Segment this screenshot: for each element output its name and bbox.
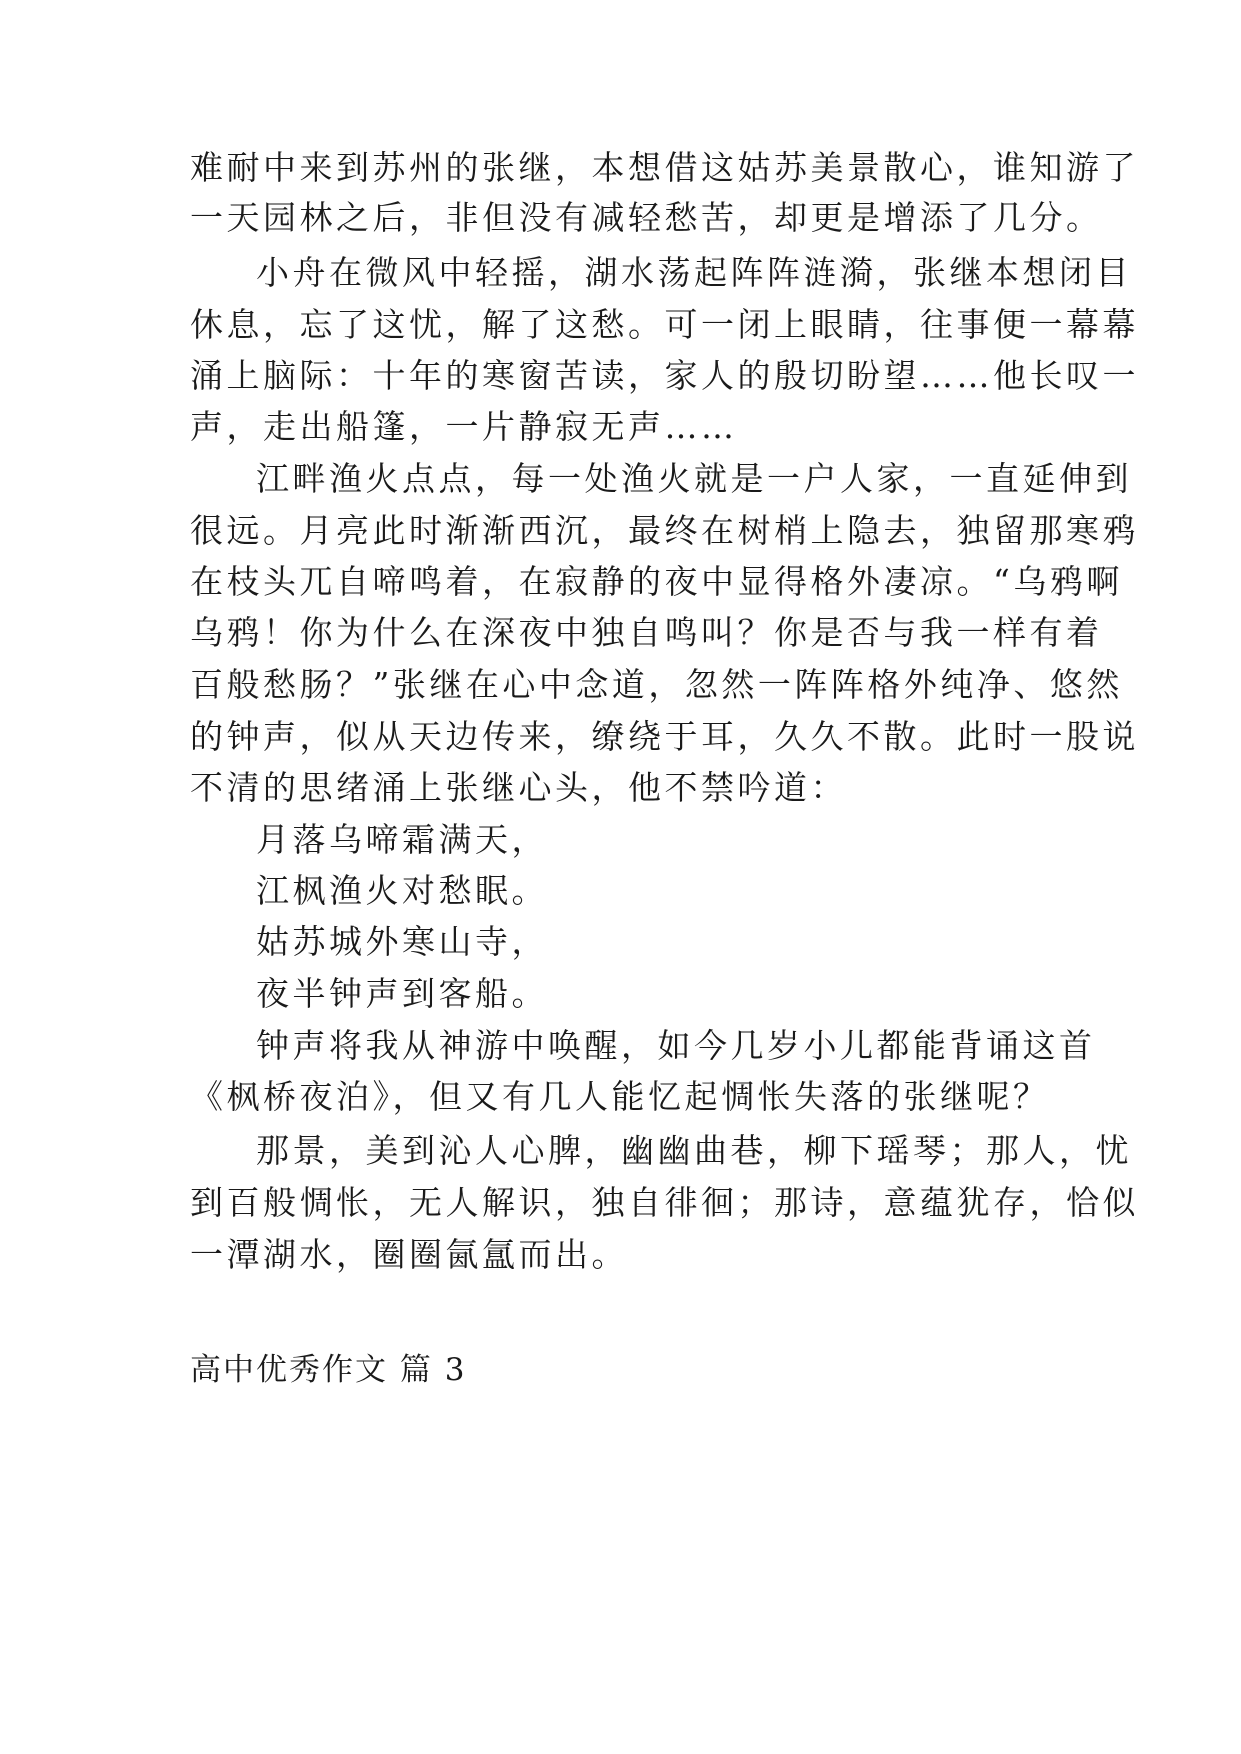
paragraph-line: 在枝头兀自啼鸣着，在寂静的夜中显得格外凄凉。“乌鸦啊: [190, 562, 1123, 601]
paragraph-line: 的钟声，似从天边传来，缭绕于耳，久久不散。此时一股说: [190, 717, 1139, 756]
paragraph-line: 到百般惆怅，无人解识，独自徘徊；那诗，意蕴犹存，恰似: [190, 1183, 1139, 1222]
paragraph-line: 那景，美到沁人心脾，幽幽曲巷，柳下瑶琴；那人，忧: [256, 1131, 1132, 1170]
paragraph-line: 声，走出船篷，一片静寂无声……: [190, 407, 738, 446]
paragraph-line: 小舟在微风中轻摇，湖水荡起阵阵涟漪，张继本想闭目: [256, 253, 1132, 292]
paragraph-line: 江畔渔火点点，每一处渔火就是一户人家，一直延伸到: [256, 459, 1132, 498]
poem-line: 夜半钟声到客船。: [256, 974, 548, 1013]
paragraph-line: 一天园林之后，非但没有减轻愁苦，却更是增添了几分。: [190, 198, 1103, 237]
paragraph-line: 休息，忘了这忧，解了这愁。可一闭上眼睛，往事便一幕幕: [190, 305, 1139, 344]
poem-line: 姑苏城外寒山寺，: [256, 922, 548, 961]
paragraph-line: 难耐中来到苏州的张继，本想借这姑苏美景散心，谁知游了: [190, 148, 1139, 187]
paragraph-line: 百般愁肠？”张继在心中念道，忽然一阵阵格外纯净、悠然: [190, 665, 1123, 704]
paragraph-line: 涌上脑际：十年的寒窗苦读，家人的殷切盼望……他长叹一: [190, 356, 1139, 395]
paragraph-line: 一潭湖水，圈圈氤氲而出。: [190, 1235, 628, 1274]
paragraph-line: 很远。月亮此时渐渐西沉，最终在树梢上隐去，独留那寒鸦: [190, 511, 1139, 550]
paragraph-line: 钟声将我从神游中唤醒，如今几岁小儿都能背诵这首: [256, 1026, 1096, 1065]
paragraph-line: 不清的思绪涌上张继心头，他不禁吟道：: [190, 768, 847, 807]
poem-line: 江枫渔火对愁眠。: [256, 871, 548, 910]
section-heading: 高中优秀作文 篇 3: [190, 1352, 467, 1388]
paragraph-line: 《枫桥夜泊》，但又有几人能忆起惆怅失落的张继呢？: [190, 1077, 1050, 1116]
poem-line: 月落乌啼霜满天，: [256, 820, 548, 859]
paragraph-line: 乌鸦！你为什么在深夜中独自鸣叫？你是否与我一样有着: [190, 613, 1103, 652]
